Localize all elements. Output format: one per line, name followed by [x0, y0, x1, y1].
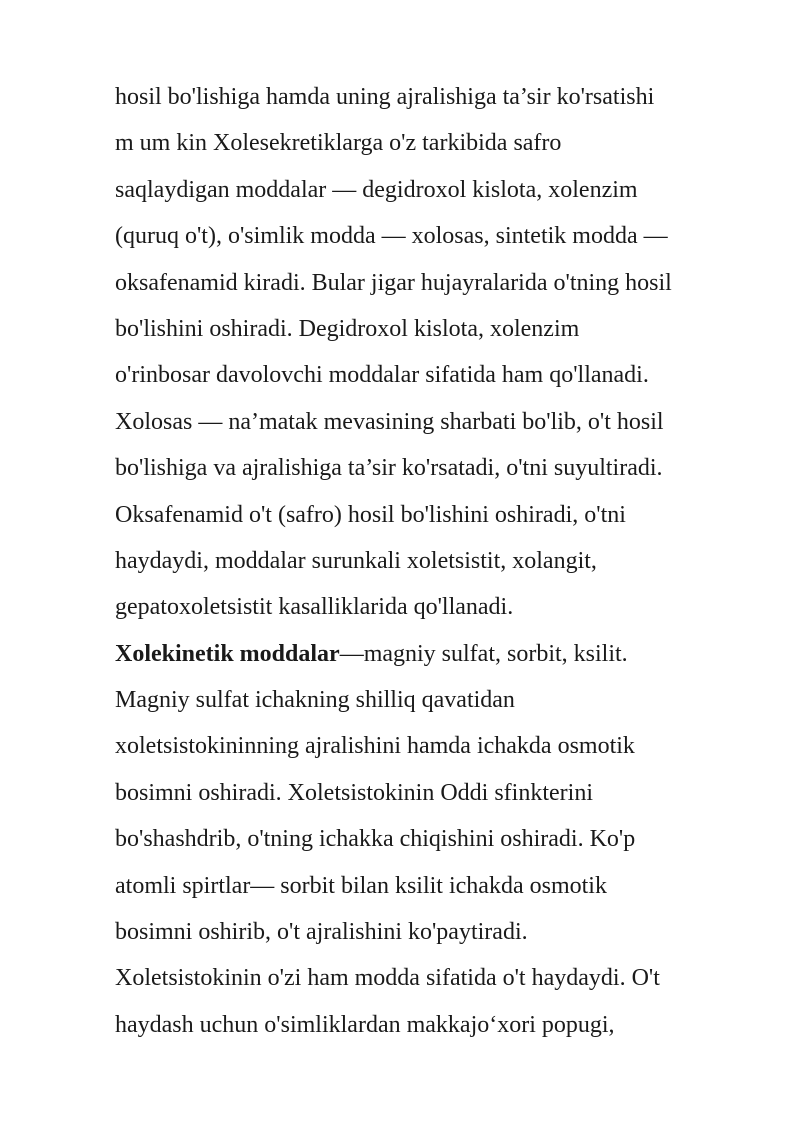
text-line-20: Xoletsistokinin o'zi ham modda sifatida o't haydaydi. O't — [115, 965, 660, 992]
section-heading-rest: —magniy sulfat, sorbit, ksilit. — [339, 640, 628, 667]
text-line-2: m um kin Xolesekretiklarga o'z tarkibida safro — [115, 130, 562, 157]
text-line-4: (quruq o't), o'simlik modda — xolosas, sintetik modda — — [115, 223, 668, 250]
text-line-18: atomli spirtlar— sorbit bilan ksilit ichakda osmotik — [115, 872, 607, 899]
text-line-1: hosil bo'lishiga hamda uning ajralishiga ta’sir ko'rsatishi — [115, 84, 655, 110]
text-line-15: xoletsistokininning ajralishini hamda ichakda osmotik — [115, 733, 635, 760]
text-line-6: bo'lishini oshiradi. Degidroxol kislota, xolenzim — [115, 315, 580, 342]
text-line-17: bo'shashdrib, o'tning ichakka chiqishini oshiradi. Ko'p — [115, 826, 636, 853]
section-heading: Xolekinetik moddalar — [115, 640, 340, 667]
body-text — [115, 74, 755, 1048]
text-line-9: bo'lishiga va ajralishiga ta’sir ko'rsatadi, o'tni suyultiradi. — [115, 455, 663, 482]
text-line-10: Oksafenamid o't (safro) hosil bo'lishini oshiradi, o'tni — [115, 501, 626, 528]
text-line-7: o'rinbosar davolovchi moddalar sifatida ham qo'llanadi. — [115, 362, 649, 389]
text-line-5: oksafenamid kiradi. Bular jigar hujayralarida o'tning hosil — [115, 269, 672, 296]
text-line-3: saqlaydigan moddalar — degidroxol kislota, xolenzim — [115, 176, 638, 203]
text-line-19: bosimni oshirib, o't ajralishini ko'paytiradi. — [115, 919, 528, 946]
text-line-8: Xolosas — na’matak mevasining sharbati bo'lib, o't hosil — [115, 408, 664, 435]
text-line-12: gepatoxoletsistit kasalliklarida qo'llanadi. — [115, 594, 514, 621]
text-line-21: haydash uchun o'simliklardan makkajo‘xori popugi, — [115, 1011, 615, 1038]
text-line-14: Magniy sulfat ichakning shilliq qavatidan — [115, 687, 515, 714]
text-line-16: bosimni oshiradi. Xoletsistokinin Oddi sfinkterini — [115, 779, 593, 806]
text-line-13 — [115, 631, 755, 677]
text-line-11: haydaydi, moddalar surunkali xoletsistit, xolangit, — [115, 547, 597, 574]
